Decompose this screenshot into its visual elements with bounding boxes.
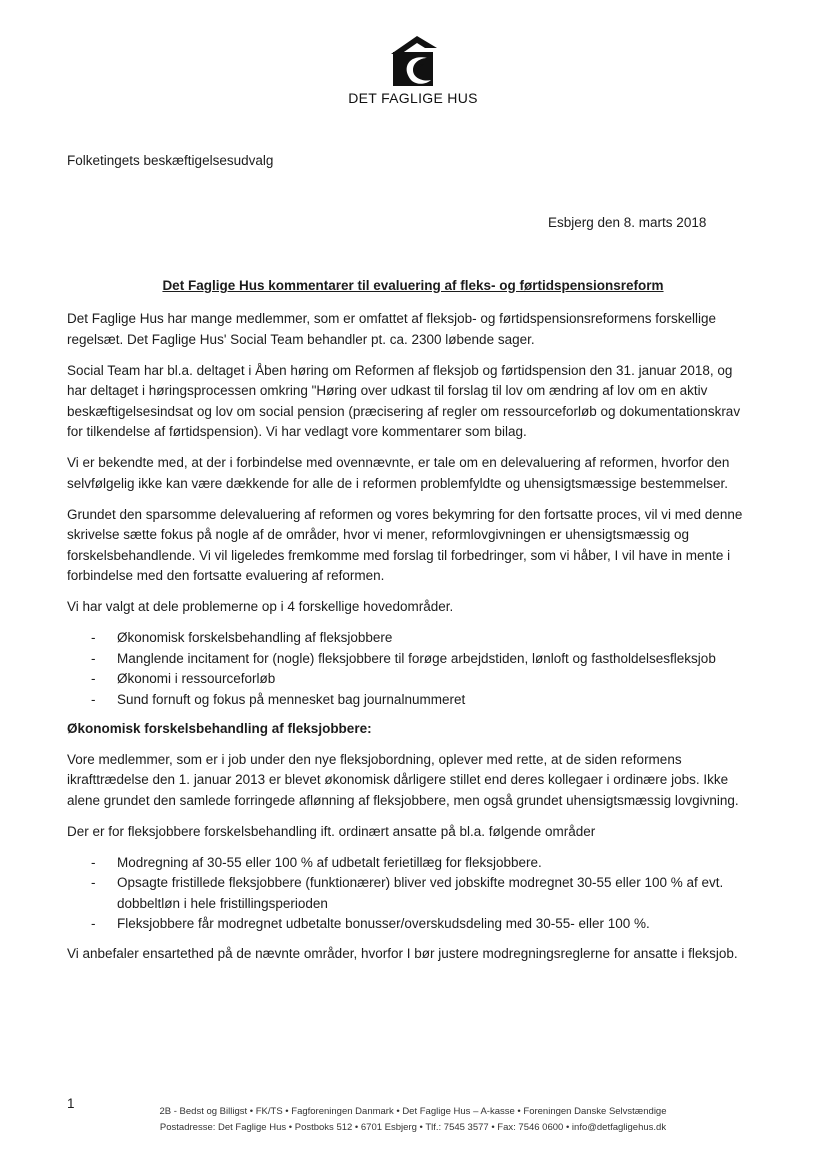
letterhead-logo: [0, 34, 826, 106]
paragraph: Vore medlemmer, som er i job under den nye fleksjobordning, oplever med rette, at de siden reformens ikrafttrædelse den 1. januar 2013 er blevet økonomisk dårligere stillet end deres kollegaer i ordinære jobs. Ikke alene grundet den samlede forringede aflønning af fleksjobbere, men også grundet uhensigtsmæssig lovgivning.: [67, 751, 739, 808]
house-logo-icon: [387, 34, 439, 88]
logo-text: DET FAGLIGE HUS: [348, 90, 478, 106]
paragraph: Det Faglige Hus har mange medlemmer, som er omfattet af fleksjob- og førtidspensionsreformens forskellige regelsæt. Det Faglige Hus' Social Team behandler pt. ca. 2300 løbende sager.: [67, 311, 717, 347]
list-item: - Manglende incitament for (nogle) fleksjobbere til forøge arbejdstiden, lønloft og fastholdelsesfleksjob: [67, 649, 747, 670]
footer: [0, 1104, 826, 1136]
list-item: - Sund fornuft og fokus på mennesket bag journalnummeret: [67, 690, 747, 711]
list-item: - Modregning af 30-55 eller 100 % af udbetalt ferietillæg for fleksjobbere.: [67, 853, 747, 874]
footer-line-2: Postadresse: Det Faglige Hus • Postboks 512 • 6701 Esbjerg • Tlf.: 7545 3577 • Fax: 7546 0600 • info@detfagligehus.dk: [159, 1122, 667, 1133]
document-title: Det Faglige Hus kommentarer til evaluering af fleks- og førtidspensionsreform: [162, 278, 664, 293]
dateline: Esbjerg den 8. marts 2018: [548, 215, 707, 230]
recipient: Folketingets beskæftigelsesudvalg: [67, 153, 274, 168]
paragraph: Grundet den sparsomme delevaluering af reformen og vores bekymring for den fortsatte proces, vil vi med denne skrivelse sætte fokus på nogle af de områder, hvor vi mener, reformlovgivningen er uhensigtsmæssig og forskelsbehandlende. Vi vil ligeledes fremkomme med forslag til forbedringer, som vi håber, I vil have in mente i forbindelse med den fortsatte evaluering af reformen.: [67, 506, 743, 583]
list-item: - Økonomi i ressourceforløb: [67, 669, 747, 690]
paragraph: Vi har valgt at dele problemerne op i 4 forskellige hovedområder.: [67, 599, 454, 614]
list-item: - Fleksjobbere får modregnet udbetalte bonusser/overskudsdeling med 30-55- eller 100 %.: [67, 914, 747, 935]
paragraph: Vi er bekendte med, at der i forbindelse med ovennævnte, er tale om en delevaluering af reformen, hvorfor den selvfølgelig ikke kan være dækkende for alle de i reformen problemfyldte og uhensigtsmæssige bestemmelser.: [67, 455, 730, 491]
section-heading: Økonomisk forskelsbehandling af fleksjobbere:: [67, 721, 372, 736]
footer-line-1: 2B - Bedst og Billigst • FK/TS • Fagforeningen Danmark • Det Faglige Hus – A-kasse • Foreningen Danske Selvstændige: [159, 1106, 667, 1117]
closing-paragraph: Vi anbefaler ensartethed på de nævnte områder, hvorfor I bør justere modregningsreglerne for ansatte i fleksjob.: [67, 945, 738, 961]
list-item: - Opsagte fristillede fleksjobbere (funktionærer) bliver ved jobskifte modregnet 30-55 eller 100 % af evt. dobbeltløn i hele fristillingsperioden: [67, 873, 747, 914]
paragraph: Der er for fleksjobbere forskelsbehandling ift. ordinært ansatte på bl.a. følgende områder: [67, 823, 596, 839]
letter-body: [67, 309, 747, 975]
paragraph: Social Team har bl.a. deltaget i Åben høring om Reformen af fleksjob og førtidspension den 31. januar 2018, og har deltaget i høringsprocessen omkring "Høring over udkast til forslag til lov om ændring af lov om en aktiv beskæftigelsesindsat og lov om social pension (præcisering af regler om ressourceforløb og dokumentationskrav for tilkendelse af førtidspension). Vi har vedlagt vore kommentarer som bilag.: [67, 362, 741, 439]
page-number: 1: [67, 1096, 75, 1111]
main-areas-list: [67, 628, 747, 710]
list-item: - Økonomisk forskelsbehandling af fleksjobbere: [67, 628, 747, 649]
discrimination-list: [67, 853, 747, 935]
